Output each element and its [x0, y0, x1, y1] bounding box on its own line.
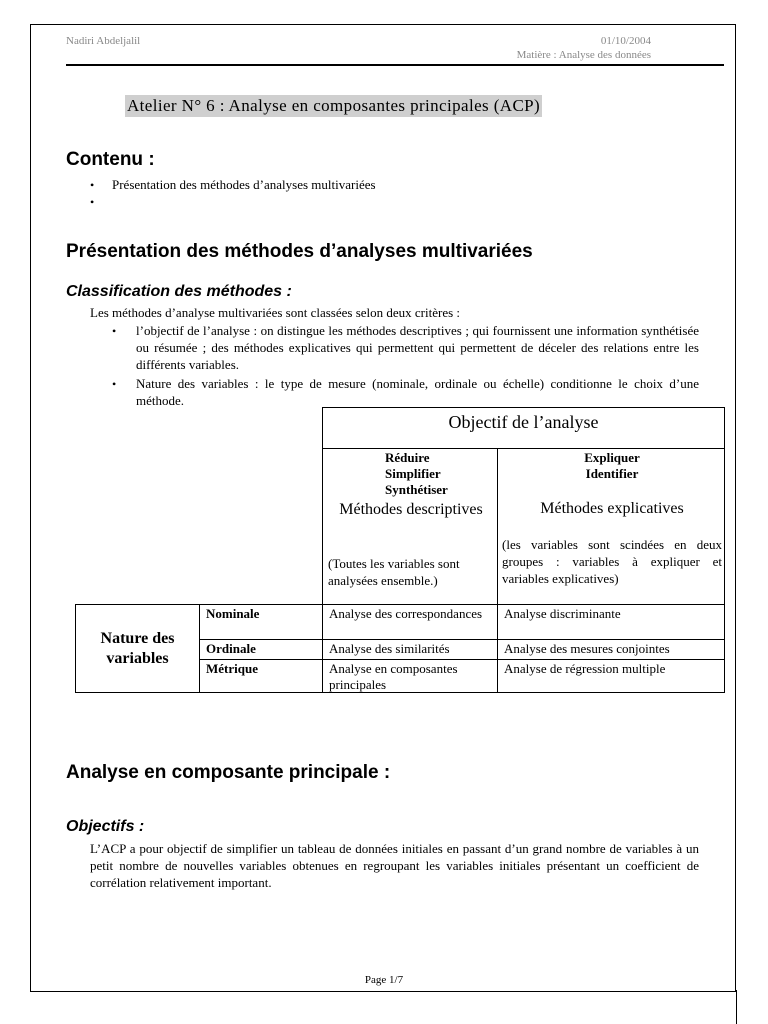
- objectifs-text: L’ACP a pour objectif de simplifier un tableau de données initiales en passant d’un grand nombre de variables à un petit nombre de nouvelles variables obtenues en regroupant les variables initiales présentant un coefficient de corrélation relativement important.: [90, 841, 699, 890]
- bullet-icon: •: [112, 324, 117, 338]
- table-row-type: Métrique: [199, 659, 323, 693]
- page-number: Page 1/7: [364, 974, 404, 986]
- bullet-icon: •: [90, 178, 95, 192]
- classification-intro: Les méthodes d’analyse multivariées sont classées selon deux critères :: [90, 305, 461, 320]
- table-row-explicative: Analyse de régression multiple: [497, 659, 725, 693]
- descriptive-title: Méthodes descriptives: [339, 501, 483, 518]
- contenu-heading: Contenu :: [66, 149, 155, 170]
- classification-bullet-objectif: l’objectif de l’analyse : on distingue les méthodes descriptives ; qui fournissent une information synthétisée ou résumée ; des méthodes explicatives qui permettent qui permettent de déceler des relations entre les différents variables.: [136, 323, 699, 372]
- descriptive-verb: Synthétiser: [385, 482, 448, 497]
- table-row-descriptive: Analyse des correspondances: [322, 604, 498, 640]
- header-author: Nadiri Abdeljalil: [66, 35, 141, 47]
- table-explicative-cell: [497, 448, 725, 605]
- header-date: 01/10/2004: [600, 35, 651, 47]
- explicative-verb: Expliquer: [584, 450, 640, 465]
- presentation-heading: Présentation des méthodes d’analyses multivariées: [66, 241, 533, 262]
- classification-heading: Classification des méthodes :: [66, 283, 292, 300]
- bullet-icon: •: [112, 377, 117, 391]
- descriptive-verb: Réduire: [385, 450, 430, 465]
- table-row-descriptive: Analyse en composantes principales: [322, 659, 498, 693]
- page-frame-edge: [736, 990, 737, 1024]
- descriptive-verb: Simplifier: [385, 466, 441, 481]
- table-row-type: Nominale: [199, 604, 323, 640]
- header-rule: [66, 64, 724, 66]
- table-row-descriptive: Analyse des similarités: [322, 639, 498, 660]
- table-descriptive-cell: [322, 448, 498, 605]
- table-nature-label: Nature des variables: [75, 604, 200, 693]
- explicative-title: Méthodes explicatives: [540, 500, 684, 517]
- contenu-item-1: Présentation des méthodes d’analyses multivariées: [112, 177, 376, 192]
- table-row-type: Ordinale: [199, 639, 323, 660]
- header-subject: Matière : Analyse des données: [516, 49, 651, 61]
- descriptive-note: (Toutes les variables sont analysées ensemble.): [328, 556, 460, 588]
- table-objectif-header: Objectif de l’analyse: [322, 407, 725, 449]
- explicative-verb: Identifier: [585, 466, 639, 481]
- bullet-icon: •: [90, 195, 95, 209]
- acp-heading: Analyse en composante principale :: [66, 762, 391, 783]
- explicative-note: (les variables sont scindées en deux groupes : variables à expliquer et variables explicatives): [502, 537, 722, 586]
- classification-bullet-nature: Nature des variables : le type de mesure (nominale, ordinale ou échelle) conditionne le choix d’une méthode.: [136, 376, 699, 408]
- table-row-explicative: Analyse des mesures conjointes: [497, 639, 725, 660]
- table-row-explicative: Analyse discriminante: [497, 604, 725, 640]
- document-title: Atelier N° 6 : Analyse en composantes principales (ACP): [127, 96, 541, 115]
- objectifs-heading: Objectifs :: [66, 818, 145, 835]
